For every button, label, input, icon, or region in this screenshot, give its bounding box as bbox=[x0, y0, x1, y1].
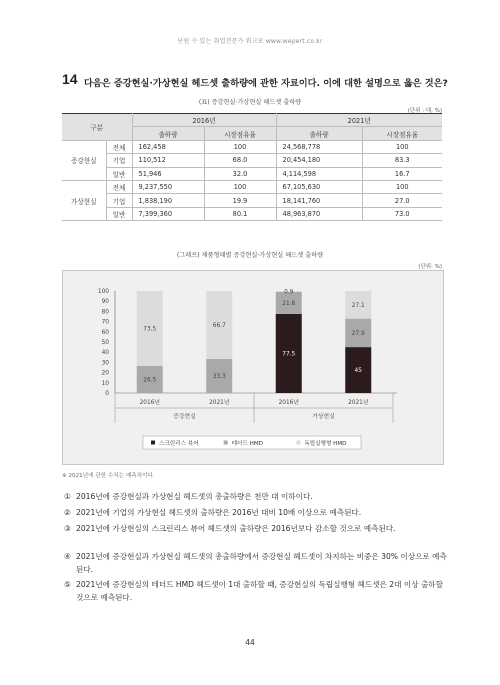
table-group-label: 가상현실 bbox=[62, 180, 106, 220]
question-text: 다음은 증강현실·가상현실 헤드셋 출하량에 관한 자료이다. 이에 대한 설명으로 옳은 것은? bbox=[84, 78, 448, 89]
table-row bbox=[62, 194, 442, 207]
option-text: 2021년에 증강현실과 가상현실 헤드셋의 총출하량에서 증강현실 헤드셋이 차지하는 비중은 30% 이상으로 예측된다. bbox=[76, 552, 447, 574]
option-marker: ⑤ bbox=[64, 580, 71, 589]
table-cell: 68.0 bbox=[204, 154, 276, 167]
table-group-label: 증강현실 bbox=[62, 140, 106, 180]
table-corner-label: 구분 bbox=[62, 114, 132, 141]
option-text: 2021년에 가상현실의 스크린리스 뷰어 헤드셋의 출하량은 2016년보다 감소할 것으로 예측된다. bbox=[76, 524, 396, 533]
page-header: 단원 수 있는 취업전문가 워크포 www.wepert.co.kr bbox=[177, 38, 323, 45]
table-unit: (단위 : 대, %) bbox=[407, 108, 442, 114]
bar-data-label: 45 bbox=[354, 368, 362, 375]
table-row-label: 기업 bbox=[106, 194, 132, 207]
table-header-row bbox=[62, 114, 442, 127]
table-cell: 80.1 bbox=[204, 207, 276, 220]
bar-data-label: 77.5 bbox=[282, 351, 296, 358]
stacked-bar-chart bbox=[62, 270, 444, 465]
x-category-label: 2016년 bbox=[139, 400, 160, 406]
option-marker: ① bbox=[64, 492, 71, 501]
y-tick-label: 90 bbox=[101, 299, 109, 306]
table-year-header: 2016년 bbox=[132, 114, 276, 127]
table-cell: 32.0 bbox=[204, 167, 276, 180]
table-cell: 48,963,870 bbox=[276, 207, 362, 220]
y-tick-label: 30 bbox=[101, 360, 109, 367]
answer-option-4[interactable] bbox=[64, 550, 450, 576]
y-tick-label: 10 bbox=[101, 380, 109, 387]
graph-footnote: ※ 2021년에 관한 수치는 예측치이다. bbox=[62, 473, 155, 479]
table-row bbox=[62, 180, 442, 193]
table-col-header: 시장점유율 bbox=[204, 127, 276, 140]
legend-swatch bbox=[151, 441, 155, 445]
y-tick-label: 100 bbox=[97, 289, 109, 295]
shipment-table bbox=[62, 113, 442, 221]
table-row-label: 일반 bbox=[106, 167, 132, 180]
table-row-label: 전체 bbox=[106, 140, 132, 153]
table-year-header: 2021년 bbox=[276, 114, 442, 127]
y-tick-label: 70 bbox=[101, 319, 109, 326]
table-cell: 7,399,360 bbox=[132, 207, 204, 220]
table-caption: (표) 증강현실·가상현실 헤드셋 출하량 bbox=[198, 99, 302, 106]
bar-data-label: 33.3 bbox=[212, 374, 226, 381]
legend-label: 독립실행형 HMD bbox=[304, 440, 347, 447]
bar-data-label: 0.9 bbox=[284, 289, 294, 296]
y-tick-label: 40 bbox=[101, 350, 109, 357]
option-text: 2021년에 증강현실의 테더드 HMD 헤드셋이 1대 출하할 때, 증강현실의 독립실행형 헤드셋은 2대 이상 출하할 것으로 예측된다. bbox=[76, 580, 443, 602]
legend-label: 테더드 HMD bbox=[231, 440, 264, 447]
bar-data-label: 26.5 bbox=[143, 377, 157, 384]
answer-option-3[interactable] bbox=[64, 522, 450, 535]
table-cell: 67,105,630 bbox=[276, 180, 362, 193]
table-col-header: 시장점유율 bbox=[362, 127, 442, 140]
y-tick-label: 0 bbox=[105, 391, 109, 397]
y-tick-label: 60 bbox=[101, 329, 109, 336]
legend-label: 스크린리스 뷰어 bbox=[159, 440, 199, 447]
table-cell: 9,237,550 bbox=[132, 180, 204, 193]
table-cell: 20,454,180 bbox=[276, 154, 362, 167]
bar-data-label: 27.1 bbox=[351, 302, 365, 309]
x-category-label: 2021년 bbox=[348, 400, 369, 406]
table-cell: 100 bbox=[204, 140, 276, 153]
page-number: 44 bbox=[245, 638, 255, 647]
option-marker: ③ bbox=[64, 524, 71, 533]
answer-option-1[interactable] bbox=[64, 490, 450, 503]
table-cell: 18,141,760 bbox=[276, 194, 362, 207]
bar-data-label: 73.5 bbox=[143, 326, 157, 333]
answer-option-5[interactable] bbox=[64, 578, 450, 604]
option-text: 2016년에 증강현실과 가상현실 헤드셋의 총출하량은 천만 대 이하이다. bbox=[76, 492, 313, 501]
option-marker: ④ bbox=[64, 552, 71, 561]
table-row bbox=[62, 140, 442, 153]
table-cell: 51,946 bbox=[132, 167, 204, 180]
table-cell: 100 bbox=[204, 180, 276, 193]
table-col-header: 출하량 bbox=[276, 127, 362, 140]
table-cell: 16.7 bbox=[362, 167, 442, 180]
y-tick-label: 80 bbox=[101, 309, 109, 316]
table-col-header: 출하량 bbox=[132, 127, 204, 140]
table-cell: 4,114,598 bbox=[276, 167, 362, 180]
bar-data-label: 27.9 bbox=[351, 330, 365, 337]
table-cell: 110,512 bbox=[132, 154, 204, 167]
table-cell: 1,838,190 bbox=[132, 194, 204, 207]
table-row-label: 전체 bbox=[106, 180, 132, 193]
question-number: 14 bbox=[62, 71, 78, 87]
chart-canvas bbox=[63, 271, 443, 464]
table-row-label: 일반 bbox=[106, 207, 132, 220]
option-marker: ② bbox=[64, 508, 71, 517]
y-tick-label: 20 bbox=[101, 370, 109, 377]
bar-data-label: 21.6 bbox=[282, 300, 296, 307]
x-group-label: 가상현실 bbox=[312, 414, 335, 420]
legend-swatch bbox=[296, 441, 300, 445]
graph-unit: (단위: %) bbox=[418, 264, 442, 270]
table-cell: 162,458 bbox=[132, 140, 204, 153]
question-stem bbox=[62, 71, 462, 92]
graph-caption: (그래프) 제품형태별 증강현실·가상현실 헤드셋 출하량 bbox=[176, 252, 324, 259]
table-cell: 83.3 bbox=[362, 154, 442, 167]
y-tick-label: 50 bbox=[101, 340, 109, 346]
table-cell: 27.0 bbox=[362, 194, 442, 207]
x-category-label: 2016년 bbox=[278, 400, 299, 406]
x-group-label: 증강현실 bbox=[173, 414, 196, 420]
table-row bbox=[62, 207, 442, 220]
table-cell: 24,568,778 bbox=[276, 140, 362, 153]
table-cell: 100 bbox=[362, 180, 442, 193]
table-row bbox=[62, 154, 442, 167]
table-row-label: 기업 bbox=[106, 154, 132, 167]
table-cell: 73.0 bbox=[362, 207, 442, 220]
x-category-label: 2021년 bbox=[209, 400, 230, 406]
table-row bbox=[62, 167, 442, 180]
option-text: 2021년에 기업의 가상현실 헤드셋의 출하량은 2016년 대비 10배 이상으로 예측된다. bbox=[76, 508, 362, 517]
table-cell: 19.9 bbox=[204, 194, 276, 207]
legend-swatch bbox=[224, 441, 228, 445]
bar-data-label: 66.7 bbox=[212, 323, 226, 330]
answer-option-2[interactable] bbox=[64, 506, 450, 519]
table-cell: 100 bbox=[362, 140, 442, 153]
